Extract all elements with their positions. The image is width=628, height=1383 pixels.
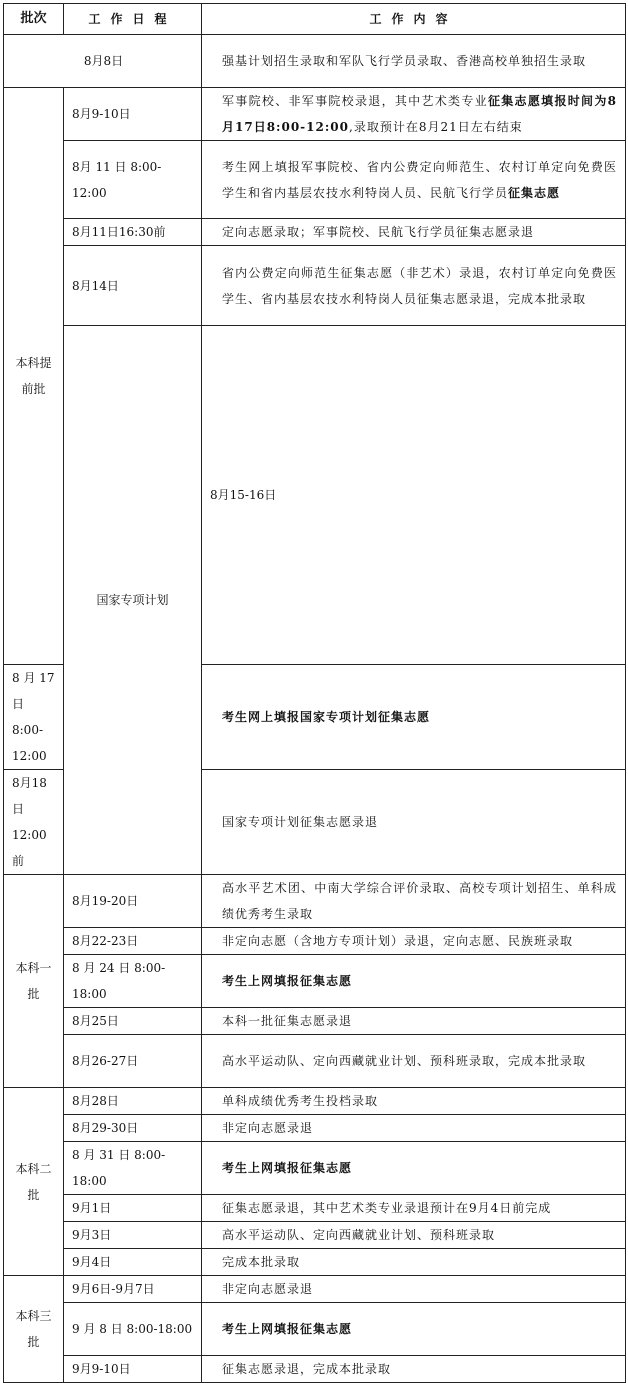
content-cell: 完成本批录取 bbox=[202, 1249, 626, 1276]
date-cell: 8月8日 bbox=[4, 35, 202, 88]
content-bold-text: 征集志愿 bbox=[508, 185, 561, 200]
date-cell: 8月28日 bbox=[64, 1088, 202, 1115]
admission-schedule-table bbox=[3, 3, 626, 1383]
batch-label-early bbox=[4, 88, 64, 665]
content-cell: 征集志愿录退，其中艺术类专业录退预计在9月4日前完成 bbox=[202, 1195, 626, 1222]
table-row bbox=[4, 219, 626, 246]
batch-label-text: 本科二批 bbox=[15, 1161, 52, 1202]
header-content: 工作内容 bbox=[202, 4, 626, 35]
batch-label-second bbox=[4, 1088, 64, 1276]
content-cell: 高水平艺术团、中南大学综合评价录取、高校专项计划招生、单科成绩优秀考生录取 bbox=[202, 875, 626, 928]
content-text: 考生网上填报军事院校、省内公费定向师范生、农村订单定向免费医学生和省内基层农技水利特岗人员、民航飞行学员 bbox=[222, 159, 617, 200]
content-cell: 征集志愿录退，完成本批录取 bbox=[202, 1356, 626, 1383]
content-cell: 非定向志愿录退 bbox=[202, 1115, 626, 1142]
table-row bbox=[4, 1356, 626, 1383]
table-row bbox=[4, 326, 626, 665]
date-cell: 8月 11 日 8:00-12:00 bbox=[64, 141, 202, 219]
date-cell: 9 月 8 日 8:00-18:00 bbox=[64, 1303, 202, 1356]
content-cell: 考生网上填报国家专项计划征集志愿 bbox=[202, 665, 626, 770]
date-cell: 8 月 17 日 8:00-12:00 bbox=[4, 665, 64, 770]
date-cell: 8月29-30日 bbox=[64, 1115, 202, 1142]
date-cell: 9月3日 bbox=[64, 1222, 202, 1249]
content-cell: 强基计划招生录取和军队飞行学员录取、香港高校单独招生录取 bbox=[202, 35, 626, 88]
table-row bbox=[4, 1088, 626, 1115]
table-row bbox=[4, 141, 626, 219]
table-row bbox=[4, 246, 626, 326]
content-cell: 定向志愿录取；军事院校、民航飞行学员征集志愿录退 bbox=[202, 219, 626, 246]
batch-label-text: 国家专项计划 bbox=[96, 593, 169, 607]
batch-label-national bbox=[64, 326, 202, 875]
batch-label-text: 本科三批 bbox=[15, 1309, 52, 1349]
date-cell: 8月9-10日 bbox=[64, 88, 202, 141]
date-cell: 8月15-16日 bbox=[202, 326, 626, 665]
table-row bbox=[4, 875, 626, 928]
date-cell: 8月18日 12:00前 bbox=[4, 770, 64, 875]
table-header-row bbox=[4, 4, 626, 35]
content-cell: 考生上网填报征集志愿 bbox=[202, 1142, 626, 1195]
date-cell: 8月14日 bbox=[64, 246, 202, 326]
date-cell: 9月9-10日 bbox=[64, 1356, 202, 1383]
date-cell: 9月1日 bbox=[64, 1195, 202, 1222]
date-cell: 8月26-27日 bbox=[64, 1035, 202, 1088]
content-bold-text: 征集志愿填报时间为8月17日8:00-12:00 bbox=[222, 94, 617, 134]
batch-label-text: 本科提前批 bbox=[15, 356, 52, 396]
table-row bbox=[4, 1249, 626, 1276]
table-row bbox=[4, 1303, 626, 1356]
content-cell: 考生上网填报征集志愿 bbox=[202, 1303, 626, 1356]
date-cell: 8 月 24 日 8:00-18:00 bbox=[64, 955, 202, 1008]
table-row bbox=[4, 35, 626, 88]
table-row bbox=[4, 1115, 626, 1142]
table-row bbox=[4, 1222, 626, 1249]
date-cell: 8月22-23日 bbox=[64, 928, 202, 955]
date-cell: 9月6日-9月7日 bbox=[64, 1276, 202, 1303]
table-row bbox=[4, 928, 626, 955]
table-row bbox=[4, 1195, 626, 1222]
content-cell: 省内公费定向师范生征集志愿（非艺术）录退，农村订单定向免费医学生、省内基层农技水利特岗人员征集志愿录退，完成本批录取 bbox=[202, 246, 626, 326]
content-cell: 高水平运动队、定向西藏就业计划、预科班录取，完成本批录取 bbox=[202, 1035, 626, 1088]
table-row bbox=[4, 1008, 626, 1035]
content-cell: 考生上网填报征集志愿 bbox=[202, 955, 626, 1008]
batch-label-text: 本科一批 bbox=[15, 961, 52, 1001]
batch-label-third bbox=[4, 1276, 64, 1383]
content-cell: 非定向志愿录退 bbox=[202, 1276, 626, 1303]
date-cell: 9月4日 bbox=[64, 1249, 202, 1276]
table-row bbox=[4, 88, 626, 141]
content-cell: 国家专项计划征集志愿录退 bbox=[202, 770, 626, 875]
date-cell: 8 月 31 日 8:00-18:00 bbox=[64, 1142, 202, 1195]
content-cell bbox=[202, 141, 626, 219]
header-batch: 批次 bbox=[4, 4, 64, 35]
content-text: ,录取预计在8月21日左右结束 bbox=[349, 120, 523, 134]
date-cell: 8月11日16:30前 bbox=[64, 219, 202, 246]
content-cell: 本科一批征集志愿录退 bbox=[202, 1008, 626, 1035]
header-schedule: 工作日程 bbox=[64, 4, 202, 35]
content-text: 军事院校、非军事院校录退，其中艺术类专业 bbox=[222, 94, 488, 108]
content-cell: 单科成绩优秀考生投档录取 bbox=[202, 1088, 626, 1115]
date-cell: 8月19-20日 bbox=[64, 875, 202, 928]
content-cell: 高水平运动队、定向西藏就业计划、预科班录取 bbox=[202, 1222, 626, 1249]
content-cell: 非定向志愿（含地方专项计划）录退，定向志愿、民族班录取 bbox=[202, 928, 626, 955]
table-row bbox=[4, 955, 626, 1008]
content-cell bbox=[202, 88, 626, 141]
table-row bbox=[4, 1035, 626, 1088]
batch-label-first bbox=[4, 875, 64, 1088]
table-row bbox=[4, 1276, 626, 1303]
date-cell: 8月25日 bbox=[64, 1008, 202, 1035]
table-row bbox=[4, 1142, 626, 1195]
